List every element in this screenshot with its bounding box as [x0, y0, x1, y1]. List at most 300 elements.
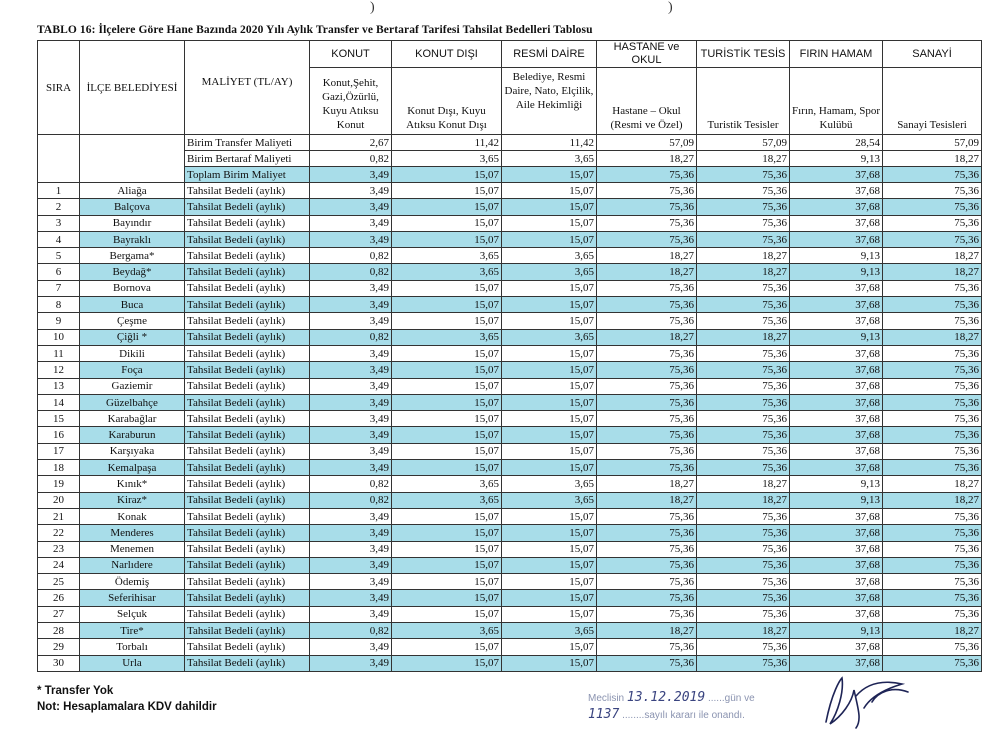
- district-name: Bornova: [80, 280, 185, 296]
- fee-value: 15,07: [392, 231, 502, 247]
- blank-cell: [80, 151, 185, 167]
- fee-value: 75,36: [697, 199, 790, 215]
- row-type: Tahsilat Bedeli (aylık): [185, 639, 310, 655]
- fee-value: 75,36: [883, 231, 982, 247]
- fee-value: 18,27: [883, 492, 982, 508]
- fee-value: 37,68: [790, 460, 883, 476]
- row-number: 13: [38, 378, 80, 394]
- fee-value: 75,36: [697, 590, 790, 606]
- fee-value: 18,27: [597, 264, 697, 280]
- row-type: Tahsilat Bedeli (aylık): [185, 199, 310, 215]
- fee-value: 3,49: [310, 639, 392, 655]
- fee-value: 37,68: [790, 427, 883, 443]
- fee-value: 75,36: [597, 411, 697, 427]
- table-row: [38, 362, 982, 378]
- blank-cell: [38, 151, 80, 167]
- district-name: Karşıyaka: [80, 443, 185, 459]
- fee-value: 75,36: [697, 557, 790, 573]
- cost-value: 18,27: [697, 151, 790, 167]
- fee-value: 15,07: [392, 297, 502, 313]
- fee-value: 37,68: [790, 508, 883, 524]
- fee-value: 18,27: [697, 329, 790, 345]
- fee-value: 75,36: [697, 313, 790, 329]
- fee-value: 75,36: [597, 525, 697, 541]
- fee-value: 75,36: [597, 362, 697, 378]
- tariff-table: [37, 40, 982, 672]
- row-type: Tahsilat Bedeli (aylık): [185, 280, 310, 296]
- fee-value: 3,49: [310, 280, 392, 296]
- fee-value: 15,07: [502, 280, 597, 296]
- district-name: Çeşme: [80, 313, 185, 329]
- cost-value: 18,27: [597, 151, 697, 167]
- fee-value: 15,07: [502, 394, 597, 410]
- row-type: Tahsilat Bedeli (aylık): [185, 183, 310, 199]
- row-type: Tahsilat Bedeli (aylık): [185, 362, 310, 378]
- row-number: 14: [38, 394, 80, 410]
- cost-value: 57,09: [597, 135, 697, 151]
- stamp-number: 1137: [588, 707, 620, 722]
- table-row: [38, 264, 982, 280]
- scan-mark-right: ): [668, 0, 673, 15]
- district-name: Karaburun: [80, 427, 185, 443]
- fee-value: 15,07: [502, 590, 597, 606]
- district-name: Çiğli *: [80, 329, 185, 345]
- scan-mark-left: ): [370, 0, 375, 15]
- row-number: 11: [38, 345, 80, 361]
- fee-value: 18,27: [597, 623, 697, 639]
- fee-value: 75,36: [697, 574, 790, 590]
- category-header: KONUT: [310, 41, 392, 68]
- district-name: Tire*: [80, 623, 185, 639]
- fee-value: 37,68: [790, 378, 883, 394]
- table-row: [38, 313, 982, 329]
- fee-value: 75,36: [597, 590, 697, 606]
- fee-value: 3,65: [502, 329, 597, 345]
- fee-value: 3,49: [310, 378, 392, 394]
- fee-value: 3,65: [392, 329, 502, 345]
- row-number: 4: [38, 231, 80, 247]
- fee-value: 75,36: [697, 345, 790, 361]
- fee-value: 15,07: [502, 313, 597, 329]
- fee-value: 37,68: [790, 215, 883, 231]
- ilce-header: İLÇE BELEDİYESİ: [80, 41, 185, 135]
- fee-value: 15,07: [392, 525, 502, 541]
- fee-value: 75,36: [883, 199, 982, 215]
- fee-value: 75,36: [697, 655, 790, 671]
- fee-value: 9,13: [790, 329, 883, 345]
- subcategory-header: Turistik Tesisler: [697, 68, 790, 135]
- fee-value: 75,36: [697, 525, 790, 541]
- table-row: [38, 329, 982, 345]
- fee-value: 0,82: [310, 264, 392, 280]
- fee-value: 75,36: [597, 606, 697, 622]
- fee-value: 3,49: [310, 411, 392, 427]
- table-row: [38, 231, 982, 247]
- row-number: 24: [38, 557, 80, 573]
- fee-value: 15,07: [502, 574, 597, 590]
- footnote-vat: Not: Hesaplamalara KDV dahildir: [37, 701, 217, 713]
- table-row: [38, 378, 982, 394]
- fee-value: 37,68: [790, 590, 883, 606]
- cost-value: 37,68: [790, 167, 883, 183]
- district-name: Bayındır: [80, 215, 185, 231]
- fee-value: 3,65: [392, 248, 502, 264]
- fee-value: 15,07: [392, 655, 502, 671]
- fee-value: 75,36: [697, 362, 790, 378]
- fee-value: 3,49: [310, 427, 392, 443]
- row-type: Tahsilat Bedeli (aylık): [185, 231, 310, 247]
- fee-value: 18,27: [597, 329, 697, 345]
- row-number: 27: [38, 606, 80, 622]
- fee-value: 15,07: [502, 460, 597, 476]
- cost-value: 75,36: [597, 167, 697, 183]
- fee-value: 37,68: [790, 183, 883, 199]
- fee-value: 18,27: [883, 329, 982, 345]
- fee-value: 15,07: [392, 639, 502, 655]
- fee-value: 3,65: [392, 476, 502, 492]
- fee-value: 18,27: [883, 264, 982, 280]
- stamp-suffix-2: sayılı kararı ile onandı.: [644, 710, 745, 721]
- fee-value: 15,07: [392, 215, 502, 231]
- fee-value: 3,49: [310, 557, 392, 573]
- district-name: Gaziemir: [80, 378, 185, 394]
- fee-value: 75,36: [597, 541, 697, 557]
- fee-value: 3,49: [310, 313, 392, 329]
- row-number: 22: [38, 525, 80, 541]
- district-name: Menderes: [80, 525, 185, 541]
- row-number: 30: [38, 655, 80, 671]
- fee-value: 15,07: [502, 427, 597, 443]
- fee-value: 37,68: [790, 297, 883, 313]
- sira-header: SIRA: [38, 41, 80, 135]
- district-name: Beydağ*: [80, 264, 185, 280]
- cost-value: 75,36: [883, 167, 982, 183]
- stamp-prefix: Meclisin: [588, 693, 625, 704]
- fee-value: 15,07: [392, 183, 502, 199]
- fee-value: 3,49: [310, 345, 392, 361]
- row-number: 2: [38, 199, 80, 215]
- fee-value: 75,36: [883, 411, 982, 427]
- row-number: 8: [38, 297, 80, 313]
- district-name: Kınık*: [80, 476, 185, 492]
- cost-value: 2,67: [310, 135, 392, 151]
- fee-value: 75,36: [597, 378, 697, 394]
- row-type: Tahsilat Bedeli (aylık): [185, 427, 310, 443]
- row-number: 29: [38, 639, 80, 655]
- fee-value: 0,82: [310, 248, 392, 264]
- row-number: 25: [38, 574, 80, 590]
- fee-value: 15,07: [502, 215, 597, 231]
- fee-value: 18,27: [597, 492, 697, 508]
- blank-cell: [38, 167, 80, 183]
- fee-value: 75,36: [883, 297, 982, 313]
- fee-value: 75,36: [697, 541, 790, 557]
- fee-value: 18,27: [697, 476, 790, 492]
- fee-value: 18,27: [697, 248, 790, 264]
- fee-value: 37,68: [790, 280, 883, 296]
- fee-value: 75,36: [883, 394, 982, 410]
- district-name: Buca: [80, 297, 185, 313]
- row-type: Tahsilat Bedeli (aylık): [185, 264, 310, 280]
- row-type: Tahsilat Bedeli (aylık): [185, 215, 310, 231]
- base-cost-row: [38, 135, 982, 151]
- fee-value: 75,36: [883, 427, 982, 443]
- table-row: [38, 492, 982, 508]
- row-number: 16: [38, 427, 80, 443]
- fee-value: 15,07: [502, 231, 597, 247]
- base-cost-row: [38, 167, 982, 183]
- fee-value: 75,36: [697, 280, 790, 296]
- fee-value: 37,68: [790, 411, 883, 427]
- row-type: Tahsilat Bedeli (aylık): [185, 574, 310, 590]
- fee-value: 15,07: [502, 639, 597, 655]
- fee-value: 37,68: [790, 199, 883, 215]
- district-name: Selçuk: [80, 606, 185, 622]
- fee-value: 15,07: [392, 541, 502, 557]
- fee-value: 3,49: [310, 508, 392, 524]
- table-row: [38, 297, 982, 313]
- fee-value: 75,36: [597, 460, 697, 476]
- fee-value: 15,07: [392, 574, 502, 590]
- fee-value: 37,68: [790, 541, 883, 557]
- row-type: Tahsilat Bedeli (aylık): [185, 623, 310, 639]
- footnotes: [37, 683, 217, 715]
- fee-value: 37,68: [790, 313, 883, 329]
- table-title: TABLO 16: İlçelere Göre Hane Bazında 2020 Yılı Aylık Transfer ve Bertaraf Tarifesi Tahsilat Bedelleri Tablosu: [37, 24, 593, 36]
- row-number: 3: [38, 215, 80, 231]
- row-type: Tahsilat Bedeli (aylık): [185, 590, 310, 606]
- fee-value: 18,27: [597, 248, 697, 264]
- fee-value: 15,07: [502, 199, 597, 215]
- district-name: Narlıdere: [80, 557, 185, 573]
- fee-value: 3,65: [502, 492, 597, 508]
- fee-value: 3,65: [502, 248, 597, 264]
- table-row: [38, 574, 982, 590]
- subcategory-header: Sanayi Tesisleri: [883, 68, 982, 135]
- fee-value: 15,07: [392, 199, 502, 215]
- row-type: Tahsilat Bedeli (aylık): [185, 606, 310, 622]
- fee-value: 3,65: [392, 264, 502, 280]
- table-row: [38, 183, 982, 199]
- table-body: [38, 41, 982, 672]
- fee-value: 3,65: [392, 623, 502, 639]
- fee-value: 15,07: [392, 313, 502, 329]
- fee-value: 15,07: [392, 427, 502, 443]
- fee-value: 75,36: [697, 427, 790, 443]
- cost-value: 28,54: [790, 135, 883, 151]
- category-header: FIRIN HAMAM: [790, 41, 883, 68]
- fee-value: 15,07: [502, 362, 597, 378]
- district-name: Dikili: [80, 345, 185, 361]
- district-name: Güzelbahçe: [80, 394, 185, 410]
- row-type: Tahsilat Bedeli (aylık): [185, 248, 310, 264]
- fee-value: 75,36: [597, 231, 697, 247]
- cost-value: 57,09: [697, 135, 790, 151]
- row-number: 15: [38, 411, 80, 427]
- table-row: [38, 557, 982, 573]
- cost-value: 0,82: [310, 151, 392, 167]
- fee-value: 75,36: [883, 280, 982, 296]
- fee-value: 15,07: [502, 183, 597, 199]
- table-row: [38, 460, 982, 476]
- fee-value: 75,36: [697, 215, 790, 231]
- fee-value: 3,49: [310, 541, 392, 557]
- row-number: 9: [38, 313, 80, 329]
- district-name: Kiraz*: [80, 492, 185, 508]
- fee-value: 3,65: [502, 623, 597, 639]
- fee-value: 3,65: [392, 492, 502, 508]
- cost-value: 57,09: [883, 135, 982, 151]
- table-row: [38, 476, 982, 492]
- fee-value: 3,49: [310, 199, 392, 215]
- fee-value: 75,36: [883, 541, 982, 557]
- signature-icon: [812, 672, 922, 734]
- table-row: [38, 411, 982, 427]
- fee-value: 75,36: [883, 606, 982, 622]
- row-number: 21: [38, 508, 80, 524]
- fee-value: 3,49: [310, 215, 392, 231]
- fee-value: 3,65: [502, 264, 597, 280]
- fee-value: 75,36: [697, 443, 790, 459]
- district-name: Torbalı: [80, 639, 185, 655]
- fee-value: 75,36: [597, 508, 697, 524]
- fee-value: 75,36: [883, 508, 982, 524]
- fee-value: 75,36: [697, 460, 790, 476]
- fee-value: 3,49: [310, 525, 392, 541]
- row-type: Tahsilat Bedeli (aylık): [185, 411, 310, 427]
- cost-value: 9,13: [790, 151, 883, 167]
- district-name: Ödemiş: [80, 574, 185, 590]
- fee-value: 9,13: [790, 492, 883, 508]
- category-header: SANAYİ: [883, 41, 982, 68]
- category-header: HASTANE ve OKUL: [597, 41, 697, 68]
- row-type: Tahsilat Bedeli (aylık): [185, 557, 310, 573]
- fee-value: 75,36: [697, 639, 790, 655]
- fee-value: 3,49: [310, 655, 392, 671]
- fee-value: 37,68: [790, 525, 883, 541]
- fee-value: 15,07: [502, 655, 597, 671]
- fee-value: 75,36: [597, 313, 697, 329]
- fee-value: 18,27: [883, 476, 982, 492]
- category-header: KONUT DIŞI: [392, 41, 502, 68]
- fee-value: 75,36: [597, 655, 697, 671]
- fee-value: 15,07: [392, 508, 502, 524]
- cost-label: Birim Transfer Maliyeti: [185, 135, 310, 151]
- fee-value: 75,36: [883, 183, 982, 199]
- fee-value: 18,27: [883, 248, 982, 264]
- fee-value: 18,27: [597, 476, 697, 492]
- fee-value: 37,68: [790, 231, 883, 247]
- table-row: [38, 394, 982, 410]
- fee-value: 15,07: [502, 411, 597, 427]
- fee-value: 75,36: [697, 606, 790, 622]
- table-row: [38, 248, 982, 264]
- district-name: Menemen: [80, 541, 185, 557]
- fee-value: 75,36: [883, 345, 982, 361]
- fee-value: 75,36: [697, 297, 790, 313]
- row-number: 12: [38, 362, 80, 378]
- row-type: Tahsilat Bedeli (aylık): [185, 313, 310, 329]
- header-row-categories: [38, 41, 982, 68]
- fee-value: 75,36: [597, 183, 697, 199]
- fee-value: 15,07: [392, 378, 502, 394]
- row-number: 10: [38, 329, 80, 345]
- row-type: Tahsilat Bedeli (aylık): [185, 345, 310, 361]
- fee-value: 9,13: [790, 264, 883, 280]
- table-row: [38, 427, 982, 443]
- row-type: Tahsilat Bedeli (aylık): [185, 443, 310, 459]
- row-number: 6: [38, 264, 80, 280]
- fee-value: 15,07: [502, 606, 597, 622]
- district-name: Konak: [80, 508, 185, 524]
- fee-value: 75,36: [697, 411, 790, 427]
- table-row: [38, 655, 982, 671]
- row-type: Tahsilat Bedeli (aylık): [185, 541, 310, 557]
- fee-value: 75,36: [883, 460, 982, 476]
- fee-value: 75,36: [597, 345, 697, 361]
- fee-value: 15,07: [392, 590, 502, 606]
- fee-value: 75,36: [597, 215, 697, 231]
- fee-value: 15,07: [392, 443, 502, 459]
- fee-value: 37,68: [790, 362, 883, 378]
- fee-value: 15,07: [502, 508, 597, 524]
- row-number: 28: [38, 623, 80, 639]
- fee-value: 75,36: [697, 378, 790, 394]
- cost-value: 15,07: [392, 167, 502, 183]
- fee-value: 75,36: [883, 378, 982, 394]
- fee-value: 3,49: [310, 606, 392, 622]
- fee-value: 15,07: [392, 606, 502, 622]
- table-row: [38, 508, 982, 524]
- row-type: Tahsilat Bedeli (aylık): [185, 476, 310, 492]
- district-name: Kemalpaşa: [80, 460, 185, 476]
- fee-value: 3,49: [310, 590, 392, 606]
- fee-value: 15,07: [502, 378, 597, 394]
- fee-value: 0,82: [310, 623, 392, 639]
- fee-value: 9,13: [790, 248, 883, 264]
- fee-value: 37,68: [790, 655, 883, 671]
- cost-value: 75,36: [697, 167, 790, 183]
- cost-value: 11,42: [392, 135, 502, 151]
- table-row: [38, 215, 982, 231]
- fee-value: 75,36: [597, 297, 697, 313]
- fee-value: 18,27: [883, 623, 982, 639]
- row-type: Tahsilat Bedeli (aylık): [185, 329, 310, 345]
- fee-value: 15,07: [502, 345, 597, 361]
- fee-value: 3,49: [310, 460, 392, 476]
- fee-value: 15,07: [392, 345, 502, 361]
- stamp-date: 13.12.2019: [626, 690, 706, 705]
- fee-value: 15,07: [392, 362, 502, 378]
- fee-value: 75,36: [883, 215, 982, 231]
- category-header: TURİSTİK TESİS: [697, 41, 790, 68]
- fee-value: 0,82: [310, 492, 392, 508]
- fee-value: 3,49: [310, 574, 392, 590]
- table-row: [38, 623, 982, 639]
- fee-value: 75,36: [697, 183, 790, 199]
- fee-value: 3,49: [310, 443, 392, 459]
- row-number: 5: [38, 248, 80, 264]
- fee-value: 75,36: [697, 394, 790, 410]
- cost-value: 3,65: [502, 151, 597, 167]
- district-name: Bayraklı: [80, 231, 185, 247]
- footnote-transfer: * Transfer Yok: [37, 685, 114, 697]
- fee-value: 15,07: [502, 541, 597, 557]
- fee-value: 15,07: [502, 443, 597, 459]
- cost-label: Toplam Birim Maliyet: [185, 167, 310, 183]
- cost-value: 3,65: [392, 151, 502, 167]
- row-number: 23: [38, 541, 80, 557]
